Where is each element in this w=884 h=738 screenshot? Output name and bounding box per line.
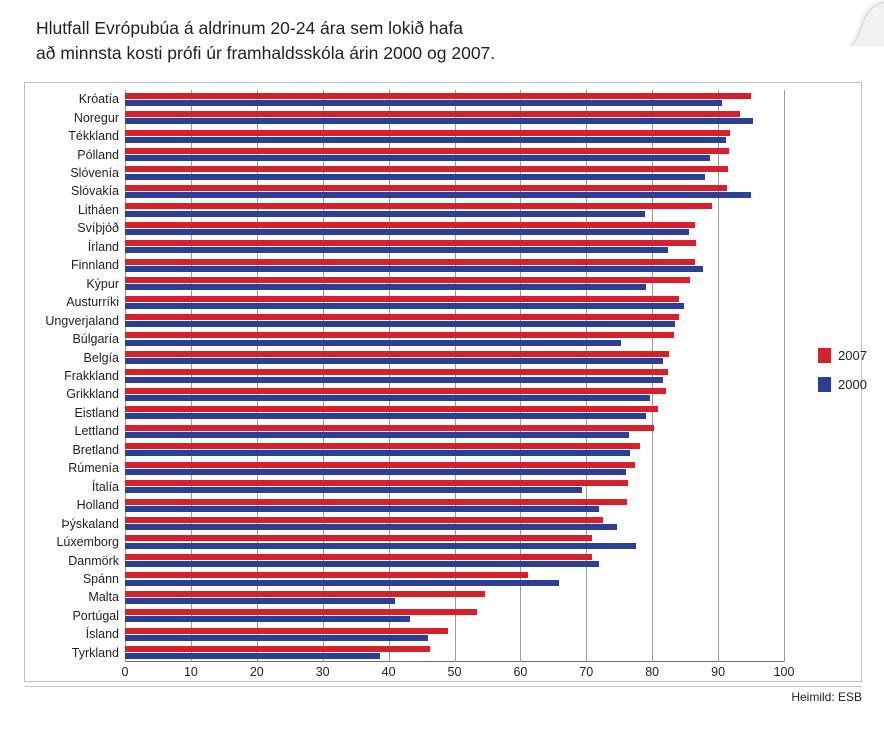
- category-label: Litháen: [77, 202, 119, 217]
- category-label: Bretland: [72, 442, 119, 457]
- bar-2007: [125, 332, 674, 338]
- x-tick-label: 90: [711, 665, 726, 679]
- bar-2007: [125, 462, 635, 468]
- bar-2000: [125, 118, 753, 124]
- bar-2007: [125, 222, 695, 228]
- category-label: Slóvakía: [71, 184, 119, 199]
- chart-row: [88, 588, 784, 606]
- bar-2007: [125, 406, 658, 412]
- category-label: Þýskaland: [61, 516, 119, 531]
- category-label: Portúgal: [72, 608, 119, 623]
- category-label: Lúxemborg: [56, 535, 119, 550]
- bar-2000: [125, 358, 663, 364]
- bar-2007: [125, 646, 430, 652]
- bar-2007: [125, 351, 669, 357]
- chart-row: [86, 275, 784, 293]
- chart-row: [77, 201, 784, 219]
- bar-2000: [125, 229, 689, 235]
- category-label: Spánn: [82, 571, 119, 586]
- bar-2007: [125, 443, 640, 449]
- bar-2007: [125, 609, 477, 615]
- chart-row: [64, 367, 784, 385]
- chart-row: [56, 533, 784, 551]
- bar-2007: [125, 130, 730, 136]
- chart-row: [85, 625, 784, 643]
- category-label: Rúmenía: [68, 461, 119, 476]
- bar-2000: [125, 432, 629, 438]
- chart-row: [76, 496, 784, 514]
- category-label: Búlgaría: [72, 332, 119, 347]
- bar-2007: [125, 535, 592, 541]
- x-tick-label: 70: [579, 665, 594, 679]
- legend-swatch-2007: [818, 348, 831, 363]
- bar-2000: [125, 561, 599, 567]
- category-label: Noregur: [73, 110, 119, 125]
- chart-row: [70, 164, 784, 182]
- category-label: Grikkland: [66, 387, 119, 402]
- bar-2007: [125, 628, 448, 634]
- category-label: Holland: [76, 498, 119, 513]
- bar-2000: [125, 580, 559, 586]
- legend-item: [818, 348, 867, 363]
- chart-row: [74, 422, 784, 440]
- bar-2000: [125, 100, 722, 106]
- bar-2007: [125, 388, 666, 394]
- bar-2000: [125, 524, 617, 530]
- chart-row: [61, 514, 784, 532]
- bar-2000: [125, 469, 626, 475]
- category-label: Frakkland: [64, 368, 119, 383]
- x-tick-label: 80: [645, 665, 660, 679]
- chart-row: [82, 570, 784, 588]
- x-tick-label: 40: [381, 665, 396, 679]
- category-label: Svíþjóð: [77, 221, 119, 236]
- bar-2007: [125, 369, 668, 375]
- chart-row: [66, 293, 784, 311]
- bar-2007: [125, 517, 603, 523]
- chart-row: [71, 256, 784, 274]
- bar-2007: [125, 554, 592, 560]
- x-tick-label: 100: [773, 665, 795, 679]
- page-title: [36, 16, 736, 66]
- x-tick-label: 10: [183, 665, 198, 679]
- bar-2007: [125, 277, 690, 283]
- category-label: Belgía: [83, 350, 119, 365]
- legend-item: [818, 377, 867, 392]
- bar-2000: [125, 487, 582, 493]
- bar-2007: [125, 203, 712, 209]
- bar-2000: [125, 266, 703, 272]
- category-label: Danmörk: [68, 553, 119, 568]
- bar-2000: [125, 506, 599, 512]
- title-line-1: Hlutfall Evrópubúa á aldrinum 20-24 ára sem lokið hafa: [36, 18, 464, 38]
- chart-row: [66, 385, 784, 403]
- bar-2000: [125, 340, 621, 346]
- bar-2007: [125, 591, 485, 597]
- bar-2007: [125, 296, 679, 302]
- chart-row: [71, 644, 784, 662]
- bar-2007: [125, 572, 528, 578]
- x-tick-label: 0: [121, 665, 129, 679]
- chart-row: [83, 348, 784, 366]
- category-label: Ungverjaland: [45, 313, 119, 328]
- gridline: [784, 90, 785, 662]
- bar-2000: [125, 377, 663, 383]
- bar-2007: [125, 480, 628, 486]
- bar-2000: [125, 413, 646, 419]
- chart-row: [68, 459, 784, 477]
- bar-2000: [125, 543, 636, 549]
- category-label: Tyrkland: [71, 645, 119, 660]
- bar-2007: [125, 499, 627, 505]
- bar-2000: [125, 211, 645, 217]
- category-label: Króatía: [78, 92, 119, 107]
- bar-2000: [125, 174, 705, 180]
- bar-2000: [125, 616, 410, 622]
- bar-2000: [125, 321, 675, 327]
- x-tick-label: 20: [249, 665, 264, 679]
- category-label: Ítalía: [91, 479, 119, 494]
- category-label: Tékkland: [68, 129, 119, 144]
- chart-row: [45, 311, 784, 329]
- chart-row: [68, 127, 784, 145]
- x-tick-label: 30: [315, 665, 330, 679]
- bar-2007: [125, 314, 679, 320]
- legend-label-2007: 2007: [838, 348, 867, 363]
- bar-2000: [125, 284, 646, 290]
- bar-2007: [125, 259, 695, 265]
- chart-row: [91, 477, 784, 495]
- bar-2000: [125, 155, 710, 161]
- category-label: Malta: [88, 590, 119, 605]
- bar-2000: [125, 395, 650, 401]
- bar-2000: [125, 247, 668, 253]
- bar-2000: [125, 598, 395, 604]
- category-label: Eistland: [74, 405, 119, 420]
- bar-2000: [125, 450, 630, 456]
- x-tick-label: 50: [447, 665, 462, 679]
- chart-row: [87, 238, 784, 256]
- chart-row: [77, 219, 784, 237]
- category-label: Ísland: [85, 627, 119, 642]
- bar-2000: [125, 635, 428, 641]
- bar-2007: [125, 185, 727, 191]
- category-label: Kýpur: [86, 276, 119, 291]
- bar-2007: [125, 148, 729, 154]
- chart-frame: [24, 82, 867, 682]
- source-note: Heimild: ESB: [791, 690, 862, 704]
- chart-row: [73, 108, 784, 126]
- category-label: Pólland: [77, 147, 119, 162]
- bar-2000: [125, 303, 684, 309]
- chart-legend: [818, 348, 867, 406]
- legend-swatch-2000: [818, 377, 831, 392]
- bar-2007: [125, 425, 654, 431]
- bar-2007: [125, 166, 728, 172]
- category-label: Slóvenía: [70, 166, 119, 181]
- chart-row: [72, 330, 784, 348]
- category-label: Lettland: [74, 424, 119, 439]
- category-label: Austurríki: [66, 295, 119, 310]
- corner-decoration: [824, 0, 884, 46]
- chart-row: [72, 607, 784, 625]
- title-line-2: að minnsta kosti prófi úr framhaldsskóla árin 2000 og 2007.: [36, 43, 496, 63]
- chart-row: [74, 404, 784, 422]
- chart-row: [72, 441, 784, 459]
- chart-row: [78, 90, 784, 108]
- legend-label-2000: 2000: [838, 377, 867, 392]
- x-tick-label: 60: [513, 665, 528, 679]
- bar-2007: [125, 240, 696, 246]
- bar-2007: [125, 93, 751, 99]
- source-divider: [24, 686, 862, 687]
- bar-2000: [125, 653, 380, 659]
- bar-2007: [125, 111, 740, 117]
- chart-row: [68, 551, 784, 569]
- chart-row: [77, 145, 784, 163]
- bar-2000: [125, 137, 726, 143]
- bar-2000: [125, 192, 751, 198]
- chart-plot-area: [45, 90, 795, 679]
- category-label: Finnland: [71, 258, 119, 273]
- chart-row: [71, 182, 784, 200]
- category-label: Írland: [87, 239, 119, 254]
